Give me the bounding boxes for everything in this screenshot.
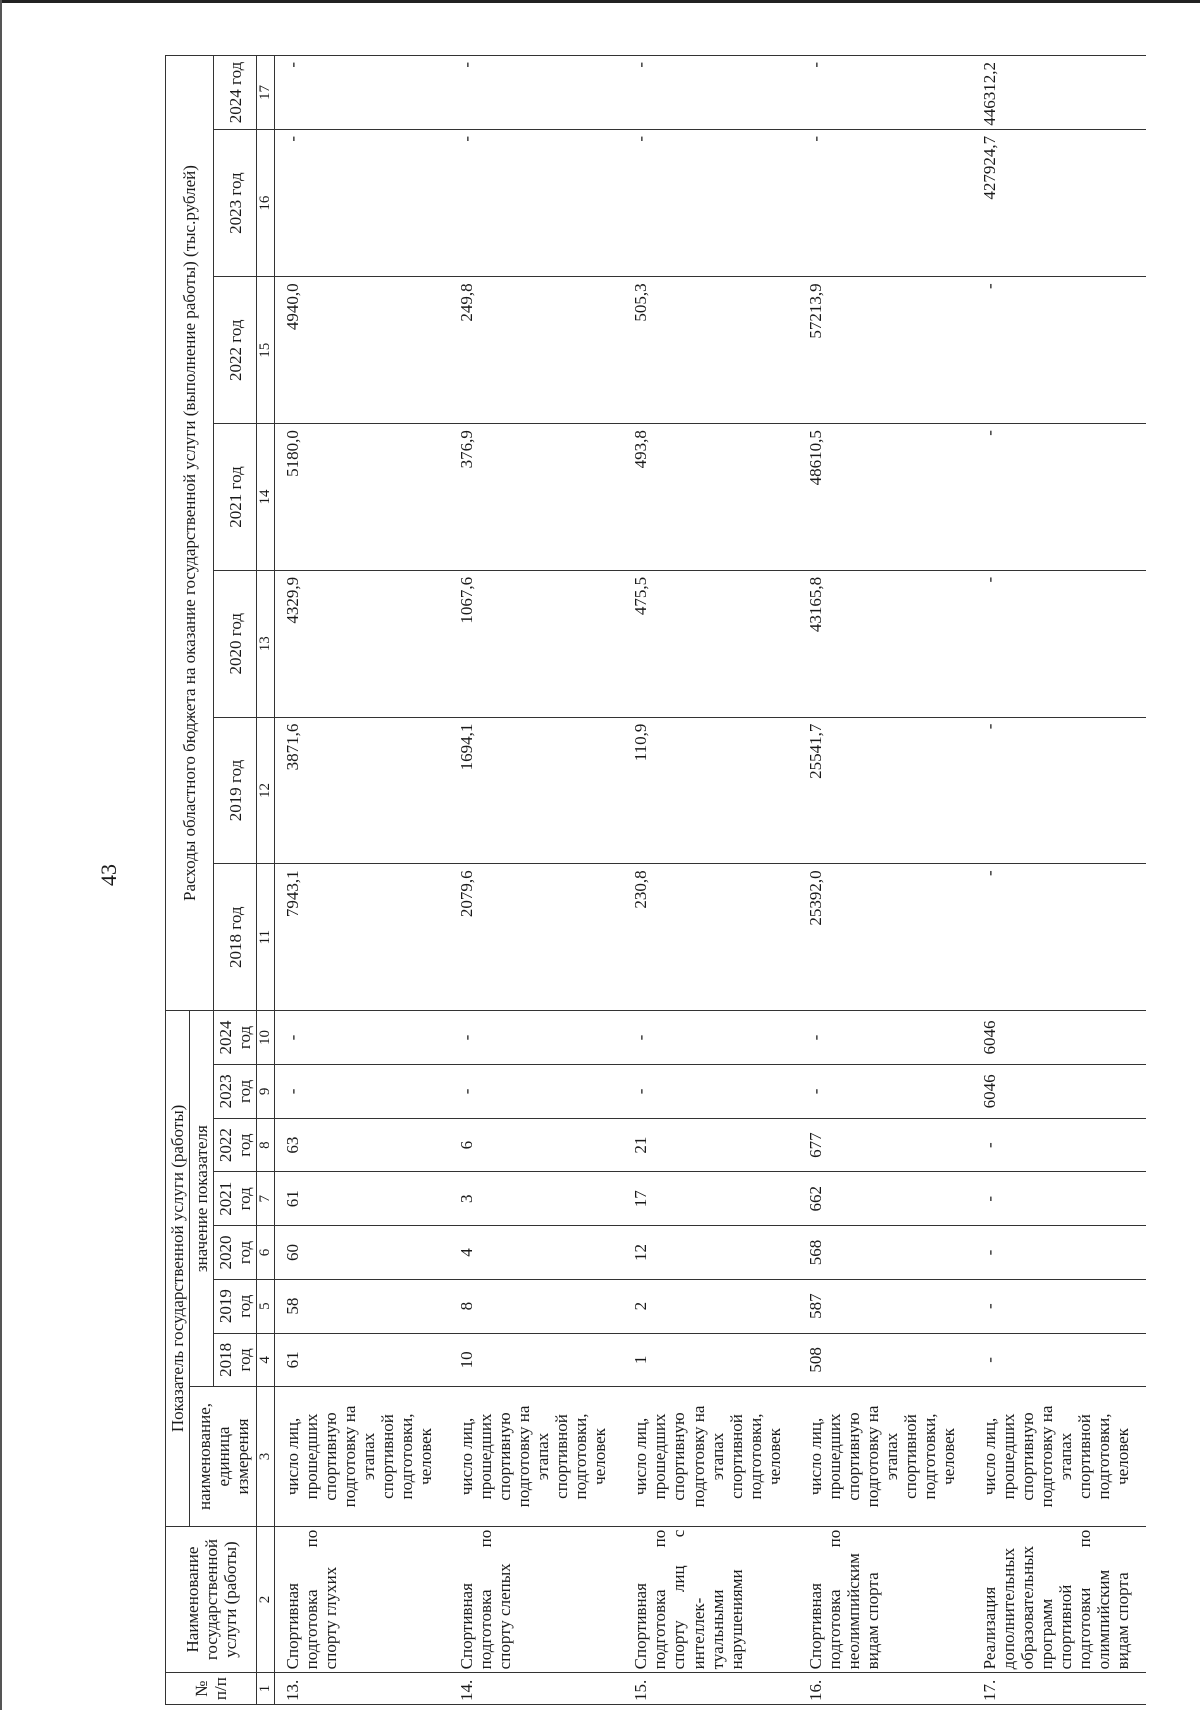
expense-value: - — [274, 56, 449, 130]
table-row — [798, 56, 972, 1705]
indicator-value: - — [972, 1279, 1146, 1333]
indicator-value: 17 — [623, 1172, 797, 1226]
indicator-value: - — [623, 1011, 797, 1065]
header-expense-year: 2021 год — [214, 424, 257, 571]
expense-value: - — [623, 56, 797, 130]
header-value-year: 2023 год — [214, 1064, 257, 1118]
expense-value: 427924,7 — [972, 129, 1146, 276]
service-name: Спортивная подготовка по спорту глухих — [274, 1526, 449, 1673]
expense-value: 1067,6 — [449, 570, 623, 717]
column-number: 6 — [257, 1226, 275, 1280]
expense-value: - — [972, 424, 1146, 571]
column-number: 13 — [257, 570, 275, 717]
expense-value: - — [449, 56, 623, 130]
expense-value: 4940,0 — [274, 277, 449, 424]
indicator-value: 587 — [798, 1279, 972, 1333]
header-expense-group: Расходы областного бюджета на оказание государственной услуги (выполнение работы) (тыс.рублей) — [166, 56, 214, 1011]
column-number: 8 — [257, 1118, 275, 1172]
expense-value: 43165,8 — [798, 570, 972, 717]
expense-value: 7943,1 — [274, 864, 449, 1011]
indicator-value: 3 — [449, 1172, 623, 1226]
indicator-unit: число лиц, прошедших спортивную подготовку на этапах спортивной подготовки, человек — [623, 1387, 797, 1527]
service-name: Спортивная подготовка по спорту слепых — [449, 1526, 623, 1673]
page-number: 43 — [96, 864, 121, 886]
header-value-year: 2019 год — [214, 1279, 257, 1333]
indicator-value: - — [972, 1118, 1146, 1172]
expense-value: 25392,0 — [798, 864, 972, 1011]
indicator-unit: число лиц, прошедших спортивную подготовку на этапах спортивной подготовки, человек — [798, 1387, 972, 1527]
header-value-year: 2020 год — [214, 1226, 257, 1280]
service-name: Реализация дополнительных образовательных программ спортивной подготовки по олимпийским видам спорта — [972, 1526, 1146, 1673]
indicator-value: 61 — [274, 1333, 449, 1387]
header-indicator-group: Показатель государственной услуги (работы) — [166, 1011, 190, 1527]
header-num: № п/п — [166, 1673, 257, 1705]
table-row — [449, 56, 623, 1705]
row-number: 16. — [798, 1673, 972, 1705]
indicator-value: - — [449, 1064, 623, 1118]
indicator-value: 568 — [798, 1226, 972, 1280]
service-name: Спортивная подготовка по спорту лиц с интеллектуальными нарушениями — [623, 1526, 797, 1673]
indicator-value: 6046 — [972, 1011, 1146, 1065]
indicator-value: - — [274, 1064, 449, 1118]
indicator-value: - — [798, 1011, 972, 1065]
indicator-value: 677 — [798, 1118, 972, 1172]
expense-value: 446312,2 — [972, 56, 1146, 130]
column-number: 2 — [257, 1526, 275, 1673]
indicator-value: - — [972, 1226, 1146, 1280]
rotated-page — [165, 55, 1165, 1705]
column-number: 15 — [257, 277, 275, 424]
expense-value: 376,9 — [449, 424, 623, 571]
header-value-year: 2022 год — [214, 1118, 257, 1172]
expense-value: - — [449, 129, 623, 276]
column-number: 10 — [257, 1011, 275, 1065]
column-number: 9 — [257, 1064, 275, 1118]
expense-value: 57213,9 — [798, 277, 972, 424]
column-number: 11 — [257, 864, 275, 1011]
header-expense-year: 2024 год — [214, 56, 257, 130]
column-number: 14 — [257, 424, 275, 571]
header-value-group: значение показателя — [190, 1011, 214, 1387]
expense-value: 2079,6 — [449, 864, 623, 1011]
expense-value: 48610,5 — [798, 424, 972, 571]
expense-value: - — [972, 277, 1146, 424]
indicator-value: 508 — [798, 1333, 972, 1387]
row-number: 17. — [972, 1673, 1146, 1705]
indicator-value: 4 — [449, 1226, 623, 1280]
indicator-value: 1 — [623, 1333, 797, 1387]
header-expense-year: 2020 год — [214, 570, 257, 717]
column-number: 17 — [257, 56, 275, 130]
column-number: 5 — [257, 1279, 275, 1333]
expense-value: - — [972, 717, 1146, 864]
indicator-value: 61 — [274, 1172, 449, 1226]
indicator-unit: число лиц, прошедших спортивную подготовку на этапах спортивной подготовки, человек — [972, 1387, 1146, 1527]
row-number: 15. — [623, 1673, 797, 1705]
header-expense-year: 2018 год — [214, 864, 257, 1011]
column-number: 4 — [257, 1333, 275, 1387]
column-number: 16 — [257, 129, 275, 276]
expense-value: 25541,7 — [798, 717, 972, 864]
indicator-value: 6 — [449, 1118, 623, 1172]
expense-value: 110,9 — [623, 717, 797, 864]
indicator-value: 58 — [274, 1279, 449, 1333]
indicator-value: 12 — [623, 1226, 797, 1280]
expense-value: - — [972, 570, 1146, 717]
expense-value: 230,8 — [623, 864, 797, 1011]
column-number: 12 — [257, 717, 275, 864]
expense-value: 475,5 — [623, 570, 797, 717]
indicator-value: - — [972, 1333, 1146, 1387]
table-row — [623, 56, 797, 1705]
table-row — [972, 56, 1146, 1705]
header-expense-year: 2019 год — [214, 717, 257, 864]
expense-value: - — [972, 864, 1146, 1011]
table-header — [166, 56, 275, 1705]
column-number: 3 — [257, 1387, 275, 1527]
budget-table — [165, 55, 1146, 1705]
header-unit: наименование, единица измерения — [190, 1387, 257, 1527]
expense-value: - — [623, 129, 797, 276]
expense-value: - — [798, 56, 972, 130]
column-number: 1 — [257, 1673, 275, 1705]
row-number: 14. — [449, 1673, 623, 1705]
indicator-value: 10 — [449, 1333, 623, 1387]
expense-value: - — [274, 129, 449, 276]
indicator-value: - — [798, 1064, 972, 1118]
indicator-value: - — [972, 1172, 1146, 1226]
header-value-year: 2024 год — [214, 1011, 257, 1065]
header-value-year: 2021 год — [214, 1172, 257, 1226]
expense-value: 3871,6 — [274, 717, 449, 864]
expense-value: 1694,1 — [449, 717, 623, 864]
expense-value: 4329,9 — [274, 570, 449, 717]
indicator-unit: число лиц, прошедших спортивную подготовку на этапах спортивной подготовки, человек — [449, 1387, 623, 1527]
indicator-value: 63 — [274, 1118, 449, 1172]
column-number: 7 — [257, 1172, 275, 1226]
indicator-unit: число лиц, прошедших спортивную подготовку на этапах спортивной подготовки, человек — [274, 1387, 449, 1527]
header-value-year: 2018 год — [214, 1333, 257, 1387]
header-expense-year: 2022 год — [214, 277, 257, 424]
expense-value: 249,8 — [449, 277, 623, 424]
expense-value: 493,8 — [623, 424, 797, 571]
indicator-value: 21 — [623, 1118, 797, 1172]
indicator-value: - — [623, 1064, 797, 1118]
scan-border-left — [0, 0, 2, 1710]
table-body — [274, 56, 1146, 1705]
indicator-value: - — [274, 1011, 449, 1065]
indicator-value: 60 — [274, 1226, 449, 1280]
expense-value: - — [798, 129, 972, 276]
indicator-value: - — [449, 1011, 623, 1065]
indicator-value: 662 — [798, 1172, 972, 1226]
table-row — [274, 56, 449, 1705]
scan-border-top — [0, 0, 1200, 3]
expense-value: 5180,0 — [274, 424, 449, 571]
row-number: 13. — [274, 1673, 449, 1705]
service-name: Спортивная подготовка по неолимпийским видам спорта — [798, 1526, 972, 1673]
header-service-name: Наименование государственной услуги (работы) — [166, 1526, 257, 1673]
indicator-value: 2 — [623, 1279, 797, 1333]
indicator-value: 8 — [449, 1279, 623, 1333]
indicator-value: 6046 — [972, 1064, 1146, 1118]
header-expense-year: 2023 год — [214, 129, 257, 276]
column-number-row — [257, 56, 275, 1705]
expense-value: 505,3 — [623, 277, 797, 424]
